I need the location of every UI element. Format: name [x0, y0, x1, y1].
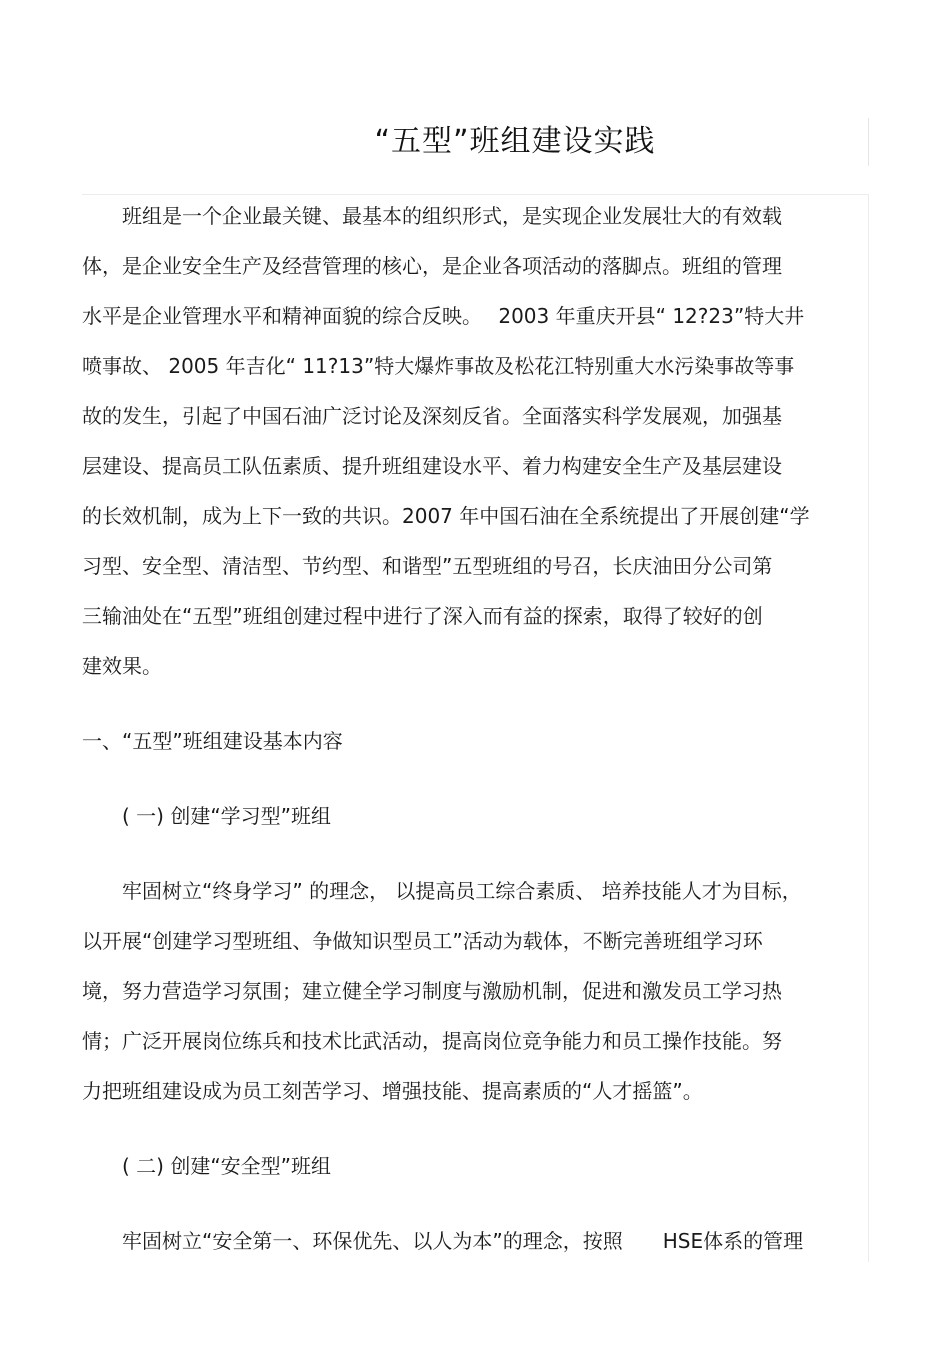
- paragraph-line: 牢固树立“终身学习” 的理念， 以提高员工综合素质、 培养技能人才为目标，: [122, 879, 802, 903]
- paragraph-line: 牢固树立“安全第一、环保优先、以人为本”的理念，按照 HSE体系的管理: [122, 1229, 804, 1253]
- paragraph-line: 建效果。: [82, 654, 162, 678]
- divider-rule: [82, 194, 869, 195]
- paragraph-line: 体，是企业安全生产及经营管理的核心，是企业各项活动的落脚点。班组的管理: [82, 254, 782, 278]
- paragraph-line: 情；广泛开展岗位练兵和技术比武活动，提高岗位竞争能力和员工操作技能。努: [82, 1029, 782, 1053]
- paragraph-line: 喷事故、 2005 年吉化“ 11?13”特大爆炸事故及松花江特别重大水污染事故等事: [82, 354, 795, 378]
- paragraph-line: 境，努力营造学习氛围；建立健全学习制度与激励机制，促进和激发员工学习热: [82, 979, 782, 1003]
- subsection-heading: ( 一) 创建“学习型”班组: [122, 804, 332, 828]
- page-edge-rule: [868, 194, 869, 1262]
- subsection-heading: ( 二) 创建“安全型”班组: [122, 1154, 332, 1178]
- paragraph-line: 水平是企业管理水平和精神面貌的综合反映。 2003 年重庆开县“ 12?23”特大井: [82, 304, 805, 328]
- paragraph-line: 力把班组建设成为员工刻苦学习、增强技能、提高素质的“人才摇篮”。: [82, 1079, 703, 1103]
- paragraph-line: 习型、安全型、清洁型、节约型、和谐型”五型班组的号召，长庆油田分公司第: [82, 554, 773, 578]
- section-heading: 一、“五型”班组建设基本内容: [82, 729, 343, 753]
- document-title: “五型”班组建设实践: [374, 124, 656, 159]
- paragraph-line: 层建设、提高员工队伍素质、提升班组建设水平、着力构建安全生产及基层建设: [82, 454, 782, 478]
- paragraph-line: 班组是一个企业最关键、最基本的组织形式，是实现企业发展壮大的有效载: [122, 204, 782, 228]
- paragraph-line: 故的发生，引起了中国石油广泛讨论及深刻反省。全面落实科学发展观，加强基: [82, 404, 782, 428]
- paragraph-line: 三输油处在“五型”班组创建过程中进行了深入而有益的探索，取得了较好的创: [82, 604, 763, 628]
- paragraph-line: 以开展“创建学习型班组、争做知识型员工”活动为载体，不断完善班组学习环: [82, 929, 763, 953]
- paragraph-line: 的长效机制，成为上下一致的共识。2007 年中国石油在全系统提出了开展创建“学: [82, 504, 810, 528]
